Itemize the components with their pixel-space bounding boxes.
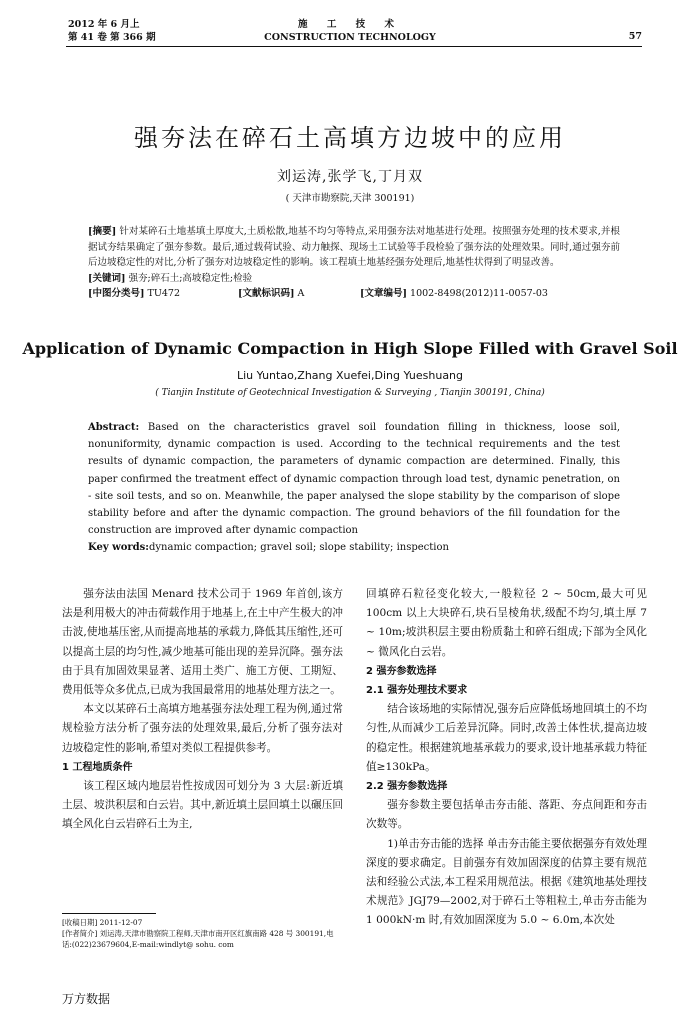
affiliation-cn: ( 天津市勘察院,天津 300191)	[285, 193, 415, 204]
article-no-label: [文章编号]	[360, 288, 407, 299]
title-en: Application of Dynamic Compaction in High Slope Filled with Gravel Soil	[22, 339, 678, 358]
keywords-en-label: Key words:	[88, 542, 149, 554]
section-heading: 1 工程地质条件	[62, 761, 133, 773]
header-date: 2012 年 6 月上	[68, 19, 140, 30]
body-paragraph: 1)单击夯击能的选择 单击夯击能主要依据强夯有效处理深度的要求确定。目前强夯有效加固深度的估算主要有规范法和经验公式法,本工程采用规范法。根据《建筑地基处理技术规范》JGJ79—2002,对于碎石土等粗粒土,单击夯击能为 1 000kN·m 时,有效加固深度为 5.0 ~ 6.0m,本次处	[366, 837, 647, 927]
authors-cn: 刘运涛,张学飞,丁月双	[277, 169, 423, 185]
header-journal	[0, 18, 700, 44]
body-paragraph: 该工程区域内地层岩性按成因可划分为 3 大层:新近填土层、坡洪积层和白云岩。其中,新近填土层回填土以碾压回填全风化白云岩碎石土为主,	[62, 780, 343, 831]
keywords-cn-label: [关键词]	[88, 272, 126, 284]
watermark: 万方数据	[62, 992, 111, 1006]
article-no: 1002-8498(2012)11-0057-03	[410, 288, 548, 299]
abstract-cn	[88, 224, 620, 302]
footnote	[62, 917, 342, 950]
title-cn: 强夯法在碎石土高填方边坡中的应用	[134, 124, 566, 152]
abstract-en	[88, 419, 620, 557]
journal-name-en: CONSTRUCTION TECHNOLOGY	[264, 32, 436, 43]
body-paragraph: 结合该场地的实际情况,强夯后应降低场地回填土的不均匀性,从而减少工后差异沉降。同时,改善土体性状,提高边坡的稳定性。根据建筑地基承载力的要求,设计地基承载力特征值≥130kPa。	[366, 703, 647, 773]
footnote-author: [作者简介] 刘运涛,天津市勘察院工程师,天津市南开区红旗南路 428 号 300191,电话:(022)23679604,E-mail:windlyt@ sohu. com	[62, 929, 334, 949]
body-paragraph: 回填碎石粒径变化较大,一般粒径 2 ~ 50cm,最大可见 100cm 以上大块碎石,块石呈棱角状,级配不均匀,填土厚 7 ~ 10m;坡洪积层主要由粉质黏土和碎石组成;下部为全风化 ~ 微风化白云岩。	[366, 588, 647, 658]
clc-label: [中图分类号]	[88, 288, 145, 299]
keywords-cn: 强夯;碎石土;高坡稳定性;检验	[128, 272, 253, 284]
body-paragraph: 强夯法由法国 Menard 技术公司于 1969 年首创,该方法是利用极大的冲击荷载作用于地基上,在土中产生极大的冲击波,使地基压密,从而提高地基的承载力,降低其压缩性,还可以提高土层的均匀性,减少地基可能出现的差异沉降。强夯法由于具有加固效果显著、适用土类广、施工方便、工期短、费用低等众多优点,已成为我国最常用的地基处理方法之一。	[62, 588, 343, 697]
page-number: 57	[628, 31, 642, 42]
section-heading: 2 强夯参数选择	[366, 665, 437, 677]
body-paragraph: 强夯参数主要包括单击夯击能、落距、夯点间距和夯击次数等。	[366, 799, 647, 831]
body-column-right	[366, 585, 647, 931]
doc-code-label: [文献标识码]	[238, 288, 295, 299]
subsection-heading: 2.2 强夯参数选择	[366, 781, 448, 793]
header-rule	[66, 46, 642, 47]
journal-name-cn: 施 工 技 术	[298, 19, 402, 30]
header-volume: 第 41 卷 第 366 期	[68, 32, 156, 43]
abstract-en-label: Abstract:	[88, 422, 140, 433]
doc-code: A	[297, 288, 305, 299]
subsection-heading: 2.1 强夯处理技术要求	[366, 685, 468, 697]
authors-en: Liu Yuntao,Zhang Xuefei,Ding Yueshuang	[236, 369, 464, 382]
footnote-received: [收稿日期] 2011-12-07	[62, 918, 143, 927]
abstract-en-text: Based on the characteristics gravel soil foundation filling in thickness, loose soil, nonuniformity, dynamic compaction is used. According to the technical requirements and the test results of dynamic compaction, the parameters of dynamic compaction are determined. Finally, this paper confirmed the treatment effect of dynamic compaction through load test, dynamic penetration, on - site soil tests, and so on. Meanwhile, the paper analysed the slope stability by the comparison of slope stability before and after the dynamic compaction. The ground behaviors of the fill foundation for the construction are improved after dynamic compaction	[88, 422, 620, 537]
classification-row	[88, 286, 620, 302]
keywords-en: dynamic compaction; gravel soil; slope stability; inspection	[149, 542, 449, 554]
abstract-cn-label: [摘要]	[88, 226, 117, 237]
body-paragraph: 本文以某碎石土高填方地基强夯法处理工程为例,通过常规检验方法分析了强夯法的处理效果,最后,分析了强夯法对边坡稳定性的影响,希望对类似工程提供参考。	[62, 703, 343, 754]
clc-code: TU472	[147, 288, 181, 299]
footnote-rule	[62, 913, 156, 914]
affiliation-en: ( Tianjin Institute of Geotechnical Investigation & Surveying , Tianjin 300191, China)	[155, 388, 545, 398]
abstract-cn-text: 针对某碎石土地基填土厚度大,土质松散,地基不均匀等特点,采用强夯法对地基进行处理。按照强夯处理的技术要求,并根据试夯结果确定了强夯参数。最后,通过载荷试验、动力触探、现场土工试验等手段检验了强夯法的处理效果。同时,通过强夯前后边坡稳定性的对比,分析了强夯对边坡稳定性的影响。该工程填土地基经强夯处理后,地基性状得到了明显改善。	[88, 226, 620, 268]
body-column-left	[62, 585, 343, 835]
